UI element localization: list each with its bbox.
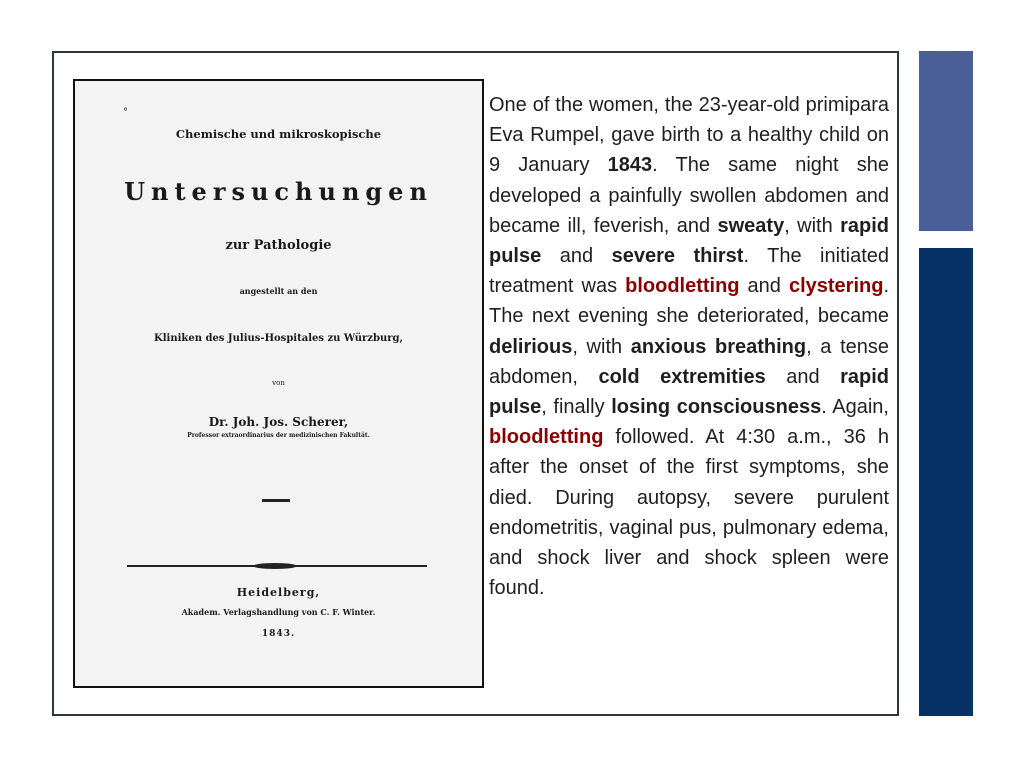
title-page-subtitle: zur Pathologie bbox=[225, 238, 332, 253]
title-page-short-rule bbox=[262, 499, 290, 502]
title-page-rule-ornament bbox=[253, 563, 297, 569]
narrative-segment: followed. At 4:30 a.m., 36 h after the onset of the first symptoms, she died. During autopsy, severe purulent endometritis, vaginal pus, pulmonary edema, and shock liver and shock spleen were found. bbox=[489, 426, 889, 600]
accent-bar-light bbox=[919, 51, 973, 231]
title-page-publisher: Akadem. Verlagshandlung von C. F. Winter. bbox=[181, 607, 376, 617]
narrative-highlight-bold: cold extremities bbox=[598, 365, 766, 388]
narrative-segment: . Again, bbox=[821, 396, 889, 419]
narrative-highlight-bold: rapid pulse bbox=[489, 365, 889, 419]
narrative-highlight-bold: losing consciousness bbox=[611, 396, 822, 419]
narrative-highlight-bold: anxious breathing bbox=[630, 335, 807, 358]
narrative-segment: , a tense abdomen, bbox=[489, 335, 889, 388]
narrative-segment: and bbox=[765, 365, 841, 388]
narrative-segment: and bbox=[541, 245, 612, 268]
title-page-author: Dr. Joh. Jos. Scherer, bbox=[208, 415, 349, 429]
narrative-highlight-red: clystering bbox=[788, 275, 884, 298]
title-page-mark: ° bbox=[123, 107, 128, 118]
narrative-segment: and bbox=[739, 275, 789, 298]
case-narrative-text bbox=[489, 90, 889, 603]
narrative-highlight-bold: rapid pulse bbox=[489, 214, 889, 268]
accent-bar-dark bbox=[919, 248, 973, 716]
narrative-segment: . The initiated treatment was bbox=[489, 245, 889, 298]
narrative-segment: . The same night she developed a painfully swollen abdomen and became ill, feverish, and bbox=[489, 154, 889, 237]
narrative-highlight-bold: sweaty bbox=[717, 214, 785, 237]
title-page-line-4: angestellt an den bbox=[239, 286, 318, 296]
narrative-segment: , with bbox=[784, 214, 841, 237]
title-page-author-title: Professor extraordinarius der medizinischen Fakultät. bbox=[187, 432, 370, 439]
book-title-page-image bbox=[73, 79, 484, 688]
narrative-highlight-bold: 1843 bbox=[607, 154, 653, 177]
narrative-segment: One of the women, the 23-year-old primipara Eva Rumpel, gave birth to a healthy child on 9 January bbox=[489, 94, 889, 177]
narrative-highlight-bold: delirious bbox=[489, 335, 573, 358]
title-page-line-6: von bbox=[272, 379, 285, 387]
title-page-line-5: Kliniken des Julius-Hospitales zu Würzburg, bbox=[154, 333, 403, 344]
narrative-highlight-bold: severe thirst bbox=[611, 245, 744, 268]
narrative-segment: , finally bbox=[541, 396, 612, 419]
narrative-segment: . The next evening she deteriorated, became bbox=[489, 275, 889, 328]
narrative-highlight-red: bloodletting bbox=[489, 426, 604, 449]
title-page-year: 1843. bbox=[261, 629, 296, 639]
title-page-main-title: Untersuchungen bbox=[124, 177, 433, 206]
narrative-segment: , with bbox=[572, 335, 631, 358]
title-page-city: Heidelberg, bbox=[236, 586, 321, 599]
title-page-line-1: Chemische und mikroskopische bbox=[175, 127, 382, 141]
narrative-highlight-red: bloodletting bbox=[625, 275, 740, 298]
